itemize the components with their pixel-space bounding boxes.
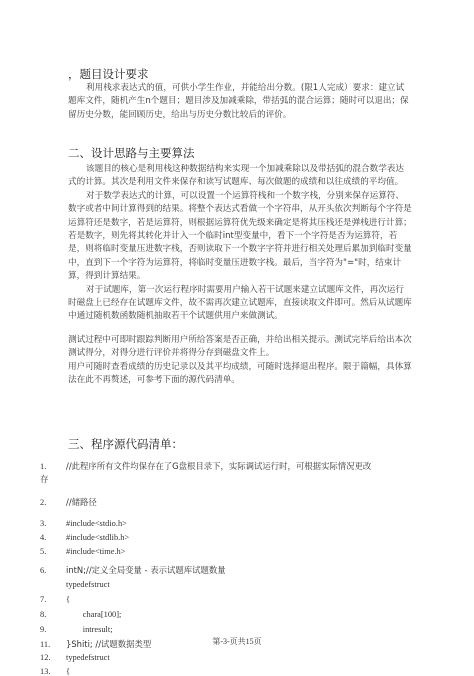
line-number: 11. [40,640,51,649]
code-line [40,609,121,619]
section-2-paragraph-5: 用户可随时查看成绩的历史记录以及其平均成绩，可随时选择退出程序。限于篇幅，具体算法在此不再赘述，可参考下面的源代码清单。 [68,361,412,386]
code-line [40,496,97,508]
code-line [40,518,127,528]
line-number: 13. [40,667,51,676]
code-line [40,624,113,634]
code-text: intN;//定义全局变量 - 表示试题库试题数量 [66,565,226,575]
line-number: 4. [40,533,47,542]
code-line [40,564,226,576]
code-text: //储路径 [66,497,97,507]
line-number: 9. [40,625,47,634]
section-2-paragraph-4: 测试过程中可即时跟踪判断用户所给答案是否正确，并给出相关提示。测试完毕后给出本次测试得分，对得分进行评价并将得分存到磁盘文件上。 [68,334,412,359]
line-number: 7. [40,595,47,604]
code-line [40,594,70,604]
section-2-body [68,163,412,388]
section-1-body [68,82,412,122]
code-text: #include<stdlib.h> [66,533,130,542]
code-text: typedefstruct [66,653,110,662]
line-number: 2. [40,498,47,507]
code-line [40,652,110,662]
code-line [40,666,70,676]
code-line [40,579,110,589]
code-text: 存 [40,474,49,484]
section-2-paragraph-3: 对于试题库，第一次运行程序时需要用户输入若干试题来建立试题库文件，再次运行时磁盘上已经存在试题库文件，故不需再次建立试题库，直接读取文件即可。然后从试题库中通过随机数函数随机抽取若干个试题供用户来做测试。 [68,284,412,322]
code-text: #include<stdio.h> [66,519,127,528]
line-number: 8. [40,610,47,619]
line-number: 5. [40,547,47,556]
code-line [40,460,371,472]
section-1-title: ，题目设计要求 [68,67,149,81]
code-text: { [66,667,71,676]
section-2-paragraph-1: 该题目的核心是利用栈这种数据结构来实现一个加减乘除以及带括弧的混合数学表达式的计算。其次是利用文件来保存和读写试题库、每次做题的成绩和以往成绩的平均值。 [68,164,404,188]
line-number: 6. [40,566,47,575]
code-line [40,473,48,485]
section-2-paragraph-2: 对于数学表达式的计算，可以设置一个运算符栈和一个数字栈，分别来保存运算符、数字或者中间计算得到的结果。将整个表达式看做一个字符串，从开头依次判断每个字符是运算符还是数字，若是运算符，则根据运算符优先级来确定是将其压栈还是弹栈进行计算；若是数字，则先将其转化并计入一个临时int型变量中，看下一个字符是否为运算符，若是，则将临时变量压进数字栈，否则读取下一个数字字符并进行相关处理后累加到临时变量中，直到下一个字符为运算符，将临时变量压进数字栈。最后，当字符为"="时，结束计算，得到计算结果。 [68,190,412,282]
section-1-paragraph: 利用栈求表达式的值，可供小学生作业，并能给出分数。(限1人完成）要求：建立试题库文件，随机产生n个题目；题目涉及加减乘除，带括弧的混合运算；随时可以退出；保留历史分数，能回顾历史，给出与历史分数比较后的评价。 [68,83,409,120]
code-text: { [66,595,71,604]
page-footer: 第-3-页共15页 [212,637,262,646]
code-line [40,532,129,542]
code-text: chara[100]; [66,610,122,619]
code-line [40,546,125,556]
code-text: #include<time.h> [66,547,126,556]
line-number: 3. [40,519,47,528]
code-text: typedefstruct [66,580,110,589]
code-text: //此程序所有文件均保存在了G盘根目录下，实际调试运行时，可根据实际情况更改 [66,461,372,471]
line-number: 1. [40,462,47,471]
section-3-title: 三、程序源代码清单： [68,437,183,451]
code-text: }Shiti; //试题数据类型 [66,639,152,649]
section-2-title: 二、设计思路与主要算法 [68,146,195,160]
code-text: intresult; [66,625,113,634]
line-number: 12. [40,653,51,662]
